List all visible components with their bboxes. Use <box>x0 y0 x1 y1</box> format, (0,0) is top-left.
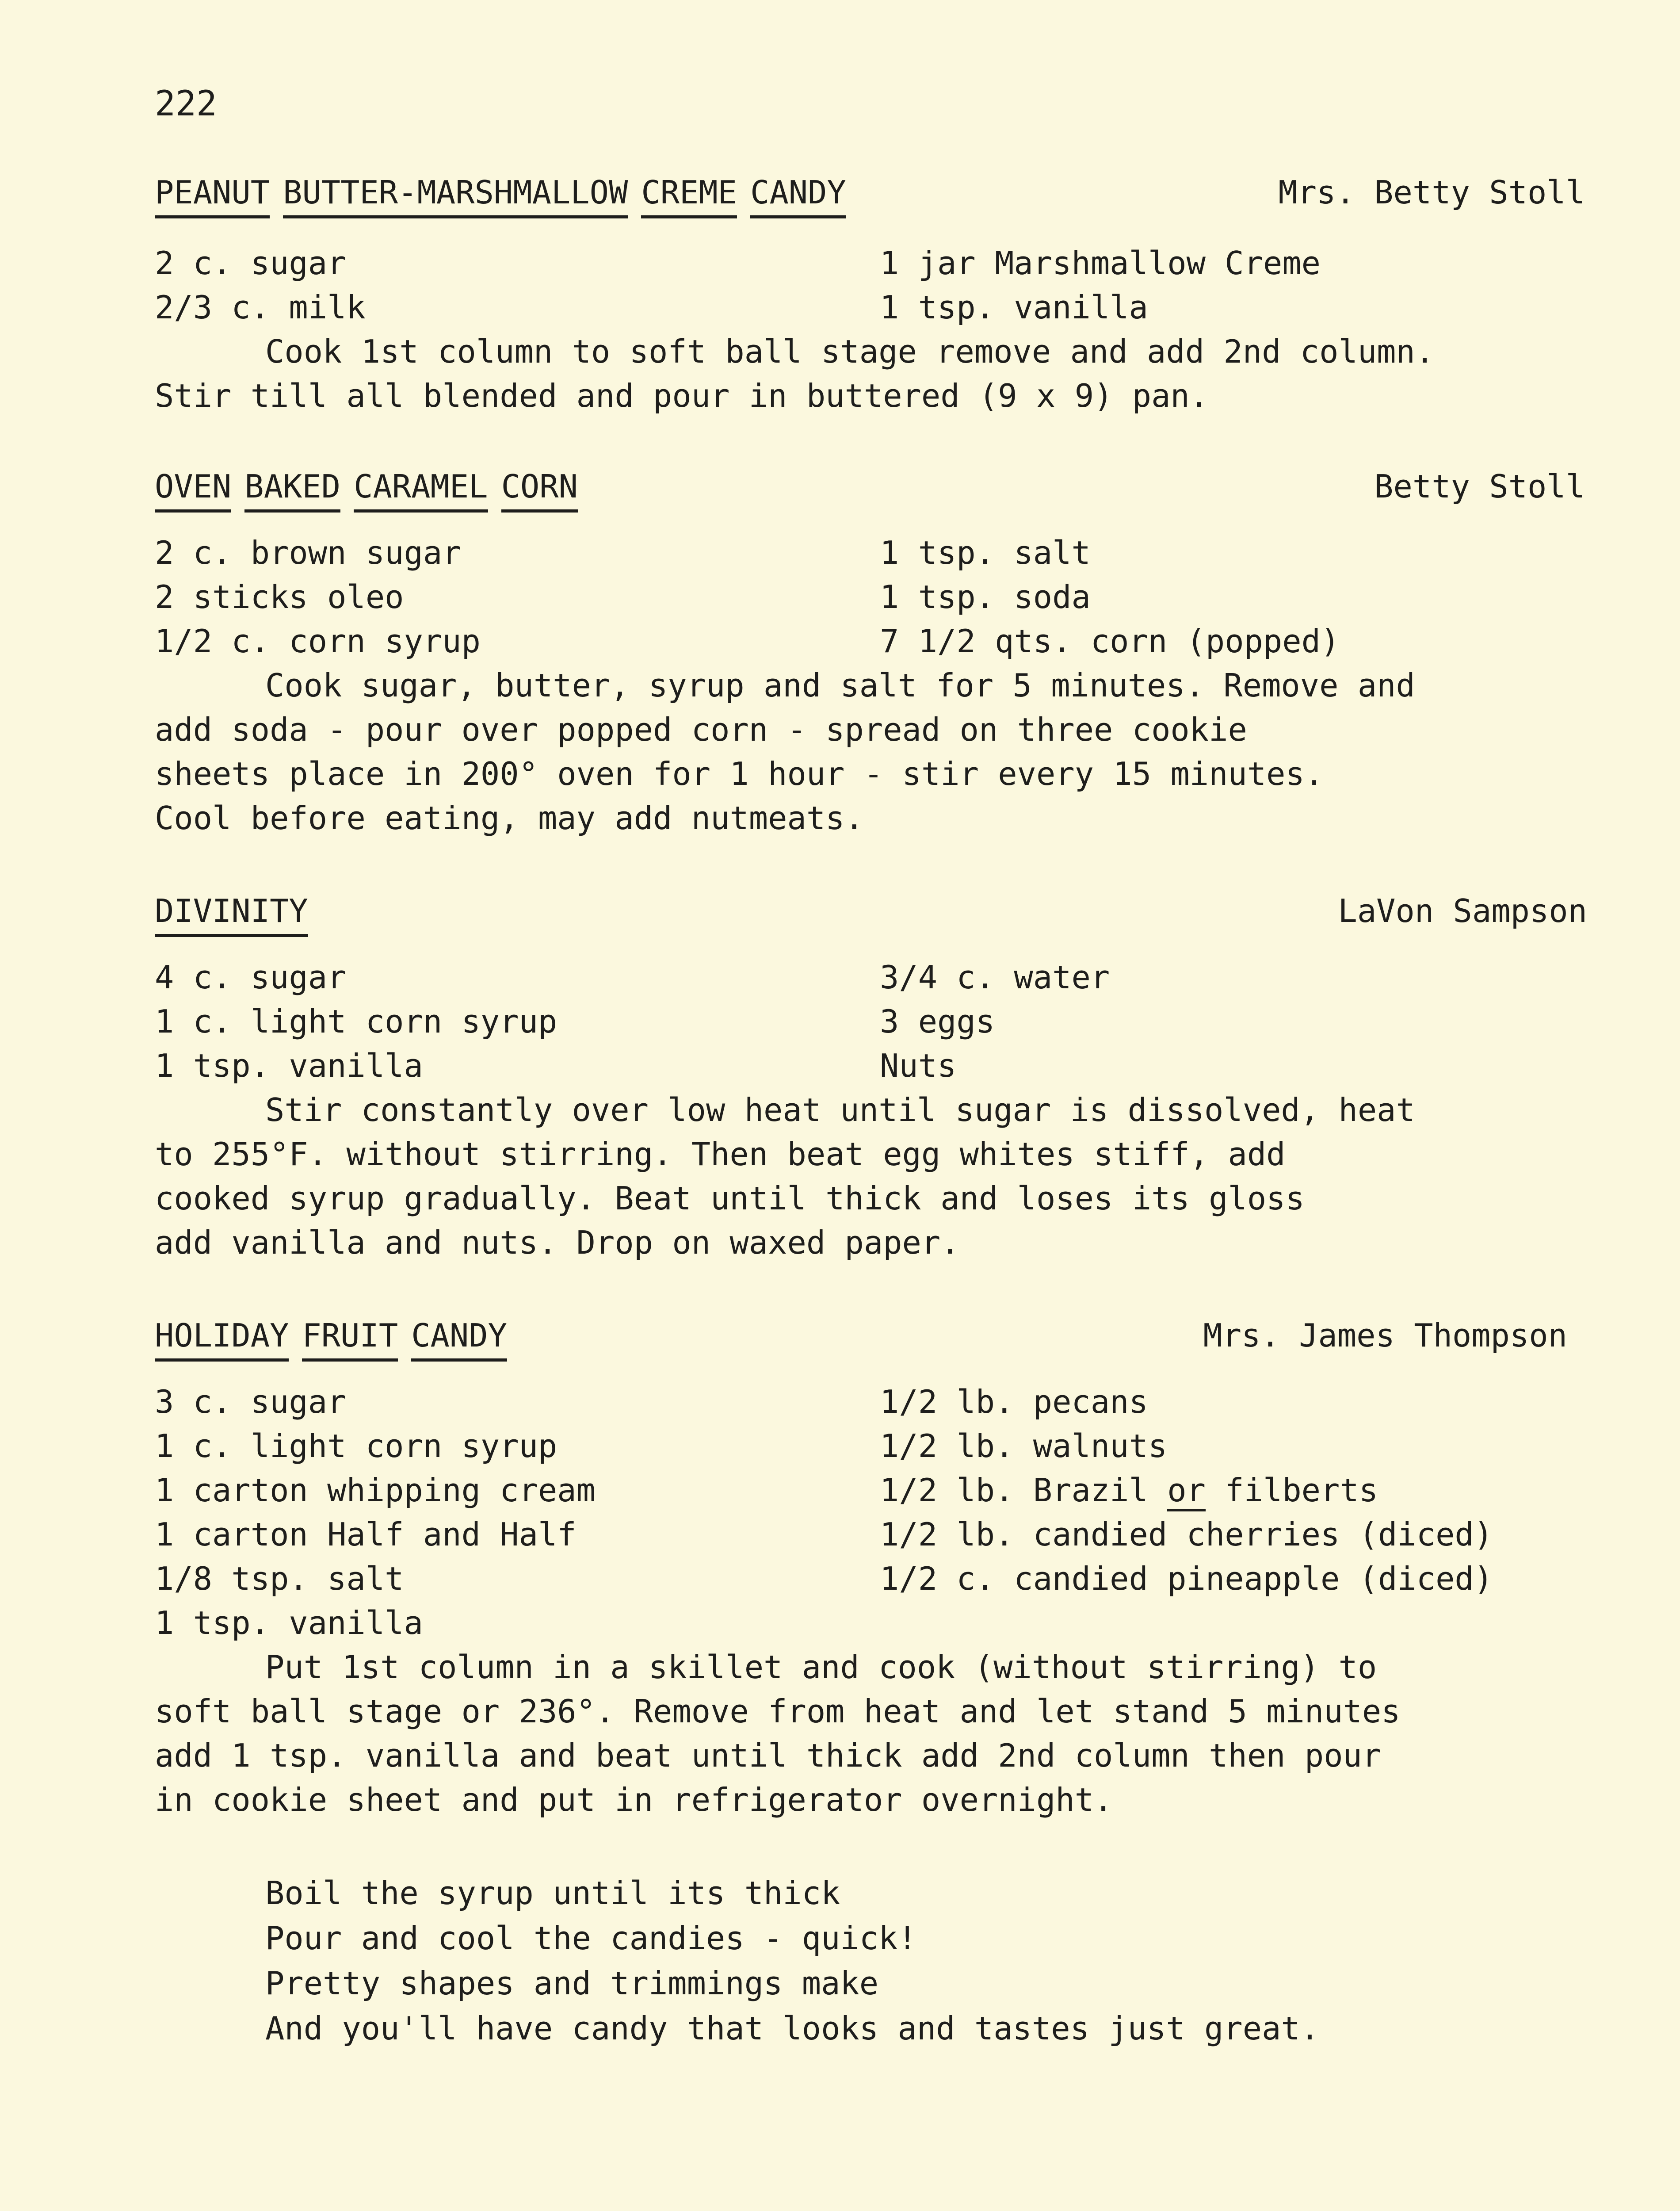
title-word: HOLIDAY <box>155 1313 289 1362</box>
title-word: PEANUT <box>155 170 270 218</box>
ingredient: 1/2 c. corn syrup <box>155 623 481 660</box>
ingredient: Nuts <box>880 1047 957 1084</box>
ingredient: 2 c. sugar <box>155 245 347 282</box>
directions-line: Stir constantly over low heat until sugar is dissolved, heat <box>265 1091 1415 1128</box>
ingredient-text: filberts <box>1205 1472 1378 1509</box>
ingredient: 1 c. light corn syrup <box>155 1003 557 1040</box>
ingredient: 1 tsp. salt <box>880 534 1091 571</box>
ingredient: 1/2 lb. pecans <box>880 1383 1148 1420</box>
poem-line: Boil the syrup until its thick <box>265 1874 840 1912</box>
recipe-title <box>155 1313 520 1362</box>
ingredient: 1/2 lb. candied cherries (diced) <box>880 1516 1493 1553</box>
directions-line: sheets place in 200° oven for 1 hour - stir every 15 minutes. <box>155 755 1324 792</box>
directions-line: add 1 tsp. vanilla and beat until thick add 2nd column then pour <box>155 1737 1382 1774</box>
title-word: BUTTER-MARSHMALLOW <box>283 170 628 218</box>
recipe-author: Mrs. James Thompson <box>1203 1317 1567 1354</box>
ingredient-text: 1/2 lb. Brazil <box>880 1472 1168 1509</box>
directions-line: to 255°F. without stirring. Then beat egg whites stiff, add <box>155 1136 1286 1173</box>
ingredient <box>880 1468 1378 1512</box>
title-word: CANDY <box>411 1313 507 1362</box>
title-word: BAKED <box>244 464 340 513</box>
directions-line: soft ball stage or 236°. Remove from heat and let stand 5 minutes <box>155 1693 1401 1730</box>
recipe-title <box>155 464 591 513</box>
recipe-title <box>155 889 321 937</box>
ingredient: 2 c. brown sugar <box>155 534 462 571</box>
recipe-title <box>155 170 859 218</box>
underlined-word: or <box>1167 1472 1206 1511</box>
title-word: CREME <box>641 170 737 218</box>
ingredient: 1 carton whipping cream <box>155 1472 596 1509</box>
title-word: CARAMEL <box>354 464 488 513</box>
directions-line: Cook 1st column to soft ball stage remove and add 2nd column. <box>265 333 1435 370</box>
ingredient: 3/4 c. water <box>880 959 1110 996</box>
title-word: CANDY <box>750 170 846 218</box>
ingredient: 2/3 c. milk <box>155 289 366 326</box>
ingredient: 3 eggs <box>880 1003 995 1040</box>
page-number: 222 <box>155 84 217 124</box>
poem-line: Pretty shapes and trimmings make <box>265 1965 879 2002</box>
poem-line: Pour and cool the candies - quick! <box>265 1920 917 1957</box>
ingredient: 1/2 c. candied pineapple (diced) <box>880 1560 1493 1597</box>
directions-line: add vanilla and nuts. Drop on waxed paper. <box>155 1224 960 1261</box>
recipe-author: Mrs. Betty Stoll <box>1278 174 1585 211</box>
ingredient: 1 carton Half and Half <box>155 1516 577 1553</box>
title-word: CORN <box>501 464 578 513</box>
ingredient: 1/2 lb. walnuts <box>880 1427 1168 1465</box>
directions-line: Cool before eating, may add nutmeats. <box>155 799 864 837</box>
ingredient: 3 c. sugar <box>155 1383 347 1420</box>
ingredient: 1 tsp. vanilla <box>880 289 1148 326</box>
poem-line: And you'll have candy that looks and tastes just great. <box>265 2010 1320 2047</box>
ingredient: 1 tsp. soda <box>880 578 1091 616</box>
directions-line: Cook sugar, butter, syrup and salt for 5 minutes. Remove and <box>265 667 1415 704</box>
directions-line: Put 1st column in a skillet and cook (without stirring) to <box>265 1649 1377 1686</box>
ingredient: 2 sticks oleo <box>155 578 404 616</box>
ingredient: 7 1/2 qts. corn (popped) <box>880 623 1340 660</box>
directions-line: Stir till all blended and pour in buttered (9 x 9) pan. <box>155 377 1209 414</box>
ingredient: 1 jar Marshmallow Creme <box>880 245 1321 282</box>
title-word: FRUIT <box>302 1313 398 1362</box>
directions-line: in cookie sheet and put in refrigerator overnight. <box>155 1781 1113 1818</box>
title-word: DIVINITY <box>155 889 308 937</box>
title-word: OVEN <box>155 464 231 513</box>
ingredient: 1 tsp. vanilla <box>155 1604 423 1641</box>
ingredient: 1 c. light corn syrup <box>155 1427 557 1465</box>
directions-line: add soda - pour over popped corn - spread on three cookie <box>155 711 1247 748</box>
recipe-author: Betty Stoll <box>1374 468 1585 505</box>
ingredient: 1 tsp. vanilla <box>155 1047 423 1084</box>
recipe-author: LaVon Sampson <box>1338 892 1587 930</box>
ingredient: 4 c. sugar <box>155 959 347 996</box>
directions-line: cooked syrup gradually. Beat until thick and loses its gloss <box>155 1180 1305 1217</box>
ingredient: 1/8 tsp. salt <box>155 1560 404 1597</box>
